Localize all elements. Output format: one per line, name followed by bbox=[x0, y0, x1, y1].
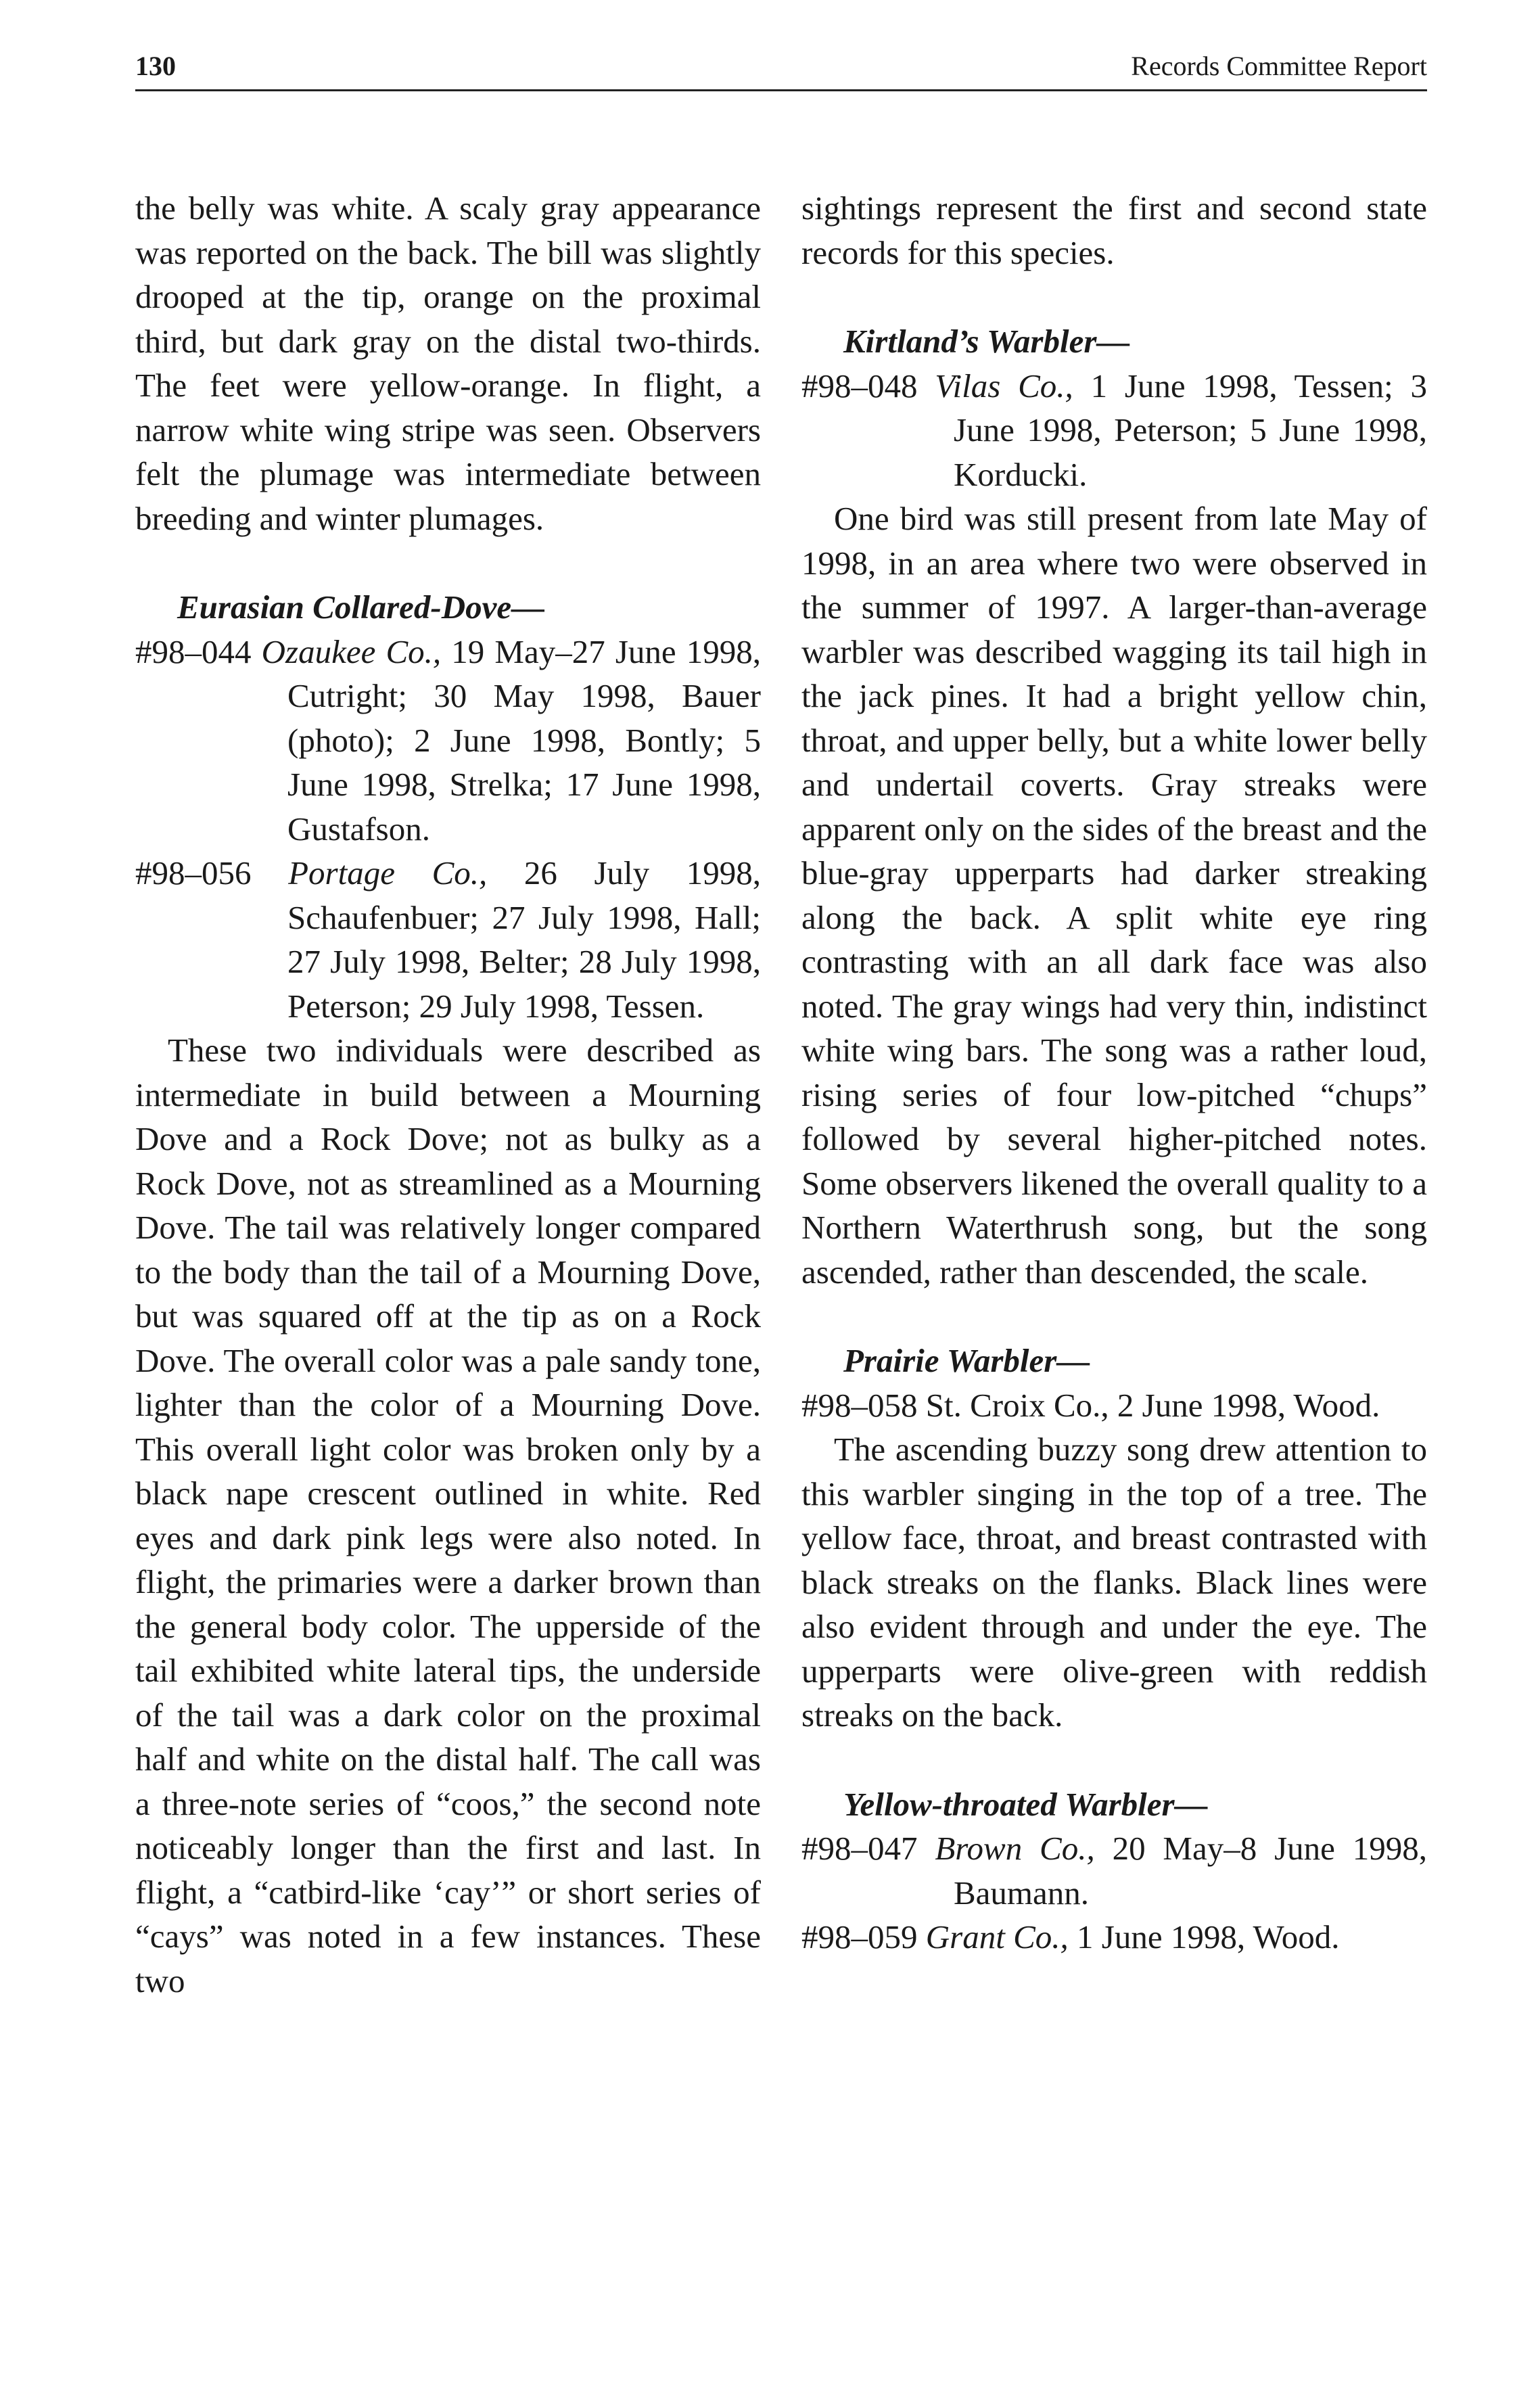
record-entry bbox=[801, 1383, 1427, 1428]
species-description: These two individuals were described as intermediate in build between a Mourning Dove and a Rock Dove; not as bulky as a Rock Dove, not as streamlined as a Mourning Dove. The tail was relatively longer compared to the body than the tail of a Mourning Dove, but was squared off at the tip as on a Rock Dove. The overall color was a pale sandy tone, lighter than the color of a Mourning Dove. This overall light color was broken only by a black nape crescent outlined in white. Red eyes and dark pink legs were also noted. In flight, the primaries were a darker brown than the general body color. The upperside of the tail exhibited white lateral tips, the underside of the tail was a dark color on the proximal half and white on the distal half. The call was a three-note series of “coos,” the second note noticeably longer than the first and last. In flight, a “catbird-like ‘cay’” or short series of “cays” was noted in a few instances. These two bbox=[135, 1032, 761, 1999]
species-heading-prairie-warbler: Prairie Warbler— bbox=[843, 1342, 1090, 1379]
record-number: #98–056 bbox=[135, 854, 252, 892]
record-location: Grant Co., bbox=[925, 1918, 1069, 1955]
record-location: St. Croix Co., bbox=[925, 1386, 1109, 1424]
record-location: Vilas Co., bbox=[935, 367, 1073, 404]
record-entry bbox=[135, 630, 761, 852]
record-number: #98–059 bbox=[801, 1918, 918, 1955]
record-number: #98–048 bbox=[801, 367, 918, 404]
species-description: The ascending buzzy song drew attention to this warbler singing in the top of a tree. The yellow face, throat, and breast contrasted with black streaks on the flanks. Black lines were also evident through and under the eye. The upperparts were olive-green with reddish streaks on the back. bbox=[801, 1431, 1427, 1734]
record-details: 26 July 1998, Schaufenbuer; 27 July 1998, Hall; 27 July 1998, Belter; 28 July 1998, Peterson; 29 July 1998, Tessen. bbox=[287, 854, 762, 1025]
continued-paragraph: sightings represent the first and second state records for this species. bbox=[801, 189, 1427, 271]
record-number: #98–047 bbox=[801, 1830, 918, 1867]
running-head: Records Committee Report bbox=[1131, 51, 1427, 81]
record-entry bbox=[135, 851, 761, 1028]
species-description: One bird was still present from late May of 1998, in an area where two were observed in the summer of 1997. A larger-than-average warbler was described wagging its tail high in the jack pines. It had a bright yellow chin, throat, and upper belly, but a white lower belly and undertail coverts. Gray streaks were apparent only on the sides of the breast and the blue-gray upperparts had darker streaking along the back. A split white eye ring contrasting with an all dark face was also noted. The gray wings had very thin, indistinct white wing bars. The song was a rather loud, rising series of four low-pitched “chups” followed by several higher-pitched notes. Some observers likened the overall quality to a Northern Waterthrush song, but the song ascended, rather than descended, the scale. bbox=[801, 500, 1427, 1291]
record-details: 1 June 1998, Wood. bbox=[1077, 1918, 1340, 1955]
continued-paragraph: the belly was white. A scaly gray appearance was reported on the back. The bill was slightly drooped at the tip, orange on the proximal third, but dark gray on the distal two-thirds. The feet were yellow-orange. In flight, a narrow white wing stripe was seen. Observers felt the plumage was intermediate between breeding and winter plumages. bbox=[135, 189, 761, 537]
record-entry bbox=[801, 364, 1427, 497]
page-header bbox=[135, 46, 1427, 91]
record-location: Portage Co., bbox=[288, 854, 488, 892]
record-location: Brown Co., bbox=[935, 1830, 1095, 1867]
species-heading-eurasian-collared-dove: Eurasian Collared-Dove— bbox=[177, 588, 545, 626]
record-number: #98–044 bbox=[135, 632, 252, 670]
right-column bbox=[801, 186, 1427, 1960]
record-entry bbox=[801, 1915, 1427, 1960]
species-heading-yellow-throated-warbler: Yellow-throated Warbler— bbox=[843, 1785, 1208, 1823]
record-entry bbox=[801, 1826, 1427, 1915]
record-number: #98–058 bbox=[801, 1386, 918, 1424]
record-location: Ozaukee Co., bbox=[261, 632, 442, 670]
record-details: 19 May–27 June 1998, Cutright; 30 May 1998, Bauer (photo); 2 June 1998, Bontly; 5 June 1998, Strelka; 17 June 1998, Gustafson. bbox=[287, 632, 762, 848]
record-details: 1 June 1998, Tessen; 3 June 1998, Peterson; 5 June 1998, Korducki. bbox=[954, 367, 1428, 493]
record-details: 20 May–8 June 1998, Baumann. bbox=[954, 1830, 1427, 1912]
record-details: 2 June 1998, Wood. bbox=[1117, 1386, 1380, 1424]
left-column bbox=[135, 186, 761, 2003]
page-number: 130 bbox=[135, 51, 176, 81]
species-heading-kirtlands-warbler: Kirtland’s Warbler— bbox=[843, 323, 1130, 360]
